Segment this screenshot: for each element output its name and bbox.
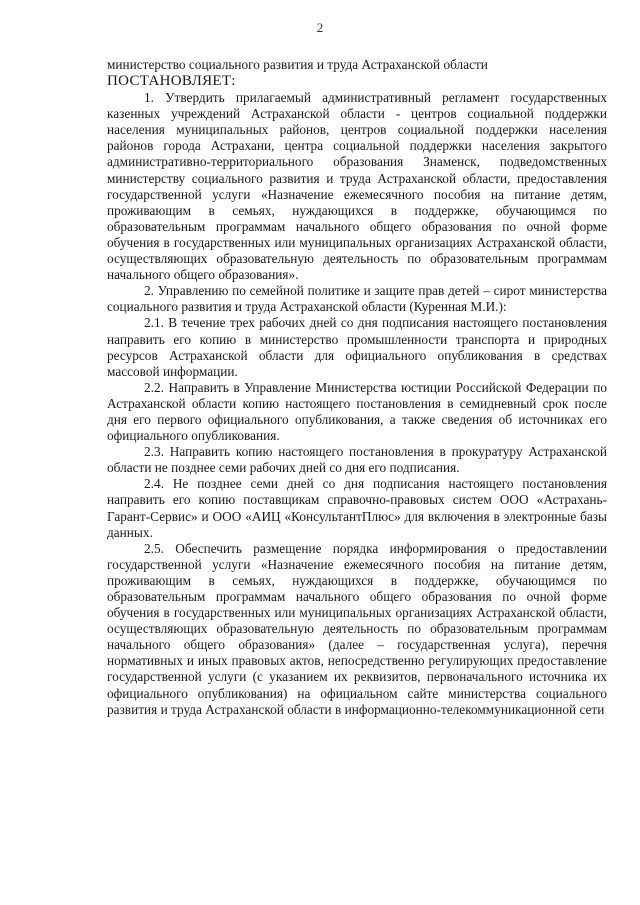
paragraph-item-2-5: 2.5. Обеспечить размещение порядка информирования о предоставлении государственной услуги «Назначение ежемесячного пособия на питание детям, проживающим в семьях, нуждающихся в поддержке, обучающимся по образовательным программам начального общего образования по очной форме обучения в государственных или муниципальных организациях Астраханской области, осуществляющих образовательную деятельность по образовательным программам начального общего образования» (далее – государственная услуга), перечня нормативных и иных правовых актов, непосредственно регулирующих предоставление государственной услуги (с указанием их реквизитов, первоначального источника их официального опубликования) на официальном сайте министерства социального развития и труда Астраханской области в информационно-телекоммуникационной сети (107, 540, 607, 717)
paragraph-item-2-2: 2.2. Направить в Управление Министерства юстиции Российской Федерации по Астраханской области копию настоящего постановления в семидневный срок после дня его первого официального опубликования, а также сведения об источниках его официального опубликования. (107, 379, 607, 444)
paragraph-item-2-4: 2.4. Не позднее семи дней со дня подписания настоящего постановления направить его копию поставщикам справочно-правовых систем ООО «Астрахань-Гарант-Сервис» и ООО «АИЦ «КонсультантПлюс» для включения в электронные базы данных. (107, 476, 607, 540)
document-body (107, 57, 607, 718)
paragraph-item-2-3: 2.3. Направить копию настоящего постановления в прокуратуру Астраханской области не позднее семи рабочих дней со дня его подписания. (107, 444, 607, 476)
page-number: 2 (316, 20, 324, 35)
paragraph-item-2-1: 2.1. В течение трех рабочих дней со дня подписания настоящего постановления направить его копию в министерство промышленности транспорта и природных ресурсов Астраханской области для официального опубликования в средствах массовой информации. (107, 315, 607, 379)
intro-line: министерство социального развития и труда Астраханской области (107, 57, 488, 72)
paragraph-item-2: 2. Управлению по семейной политике и защите прав детей – сирот министерства социального развития и труда Астраханской области (Куренная М.И.): (107, 283, 607, 315)
paragraph-item-1: 1. Утвердить прилагаемый административный регламент государственных казенных учреждений Астраханской области - центров социальной поддержки населения муниципальных районов, центров социальной поддержки населения районов города Астрахани, центра социальной поддержки населения закрытого административно-территориального образования Знаменск, подведомственных министерству социального развития и труда Астраханской области, предоставления государственной услуги «Назначение ежемесячного пособия на питание детям, проживающим в семьях, нуждающихся в поддержке, обучающимся по образовательным программам начального общего образования по очной форме обучения в государственных или муниципальных организациях Астраханской области, осуществляющих образовательную деятельность по образовательным программам начального общего образования». (107, 90, 607, 283)
resolves-heading: ПОСТАНОВЛЯЕТ: (107, 73, 236, 90)
